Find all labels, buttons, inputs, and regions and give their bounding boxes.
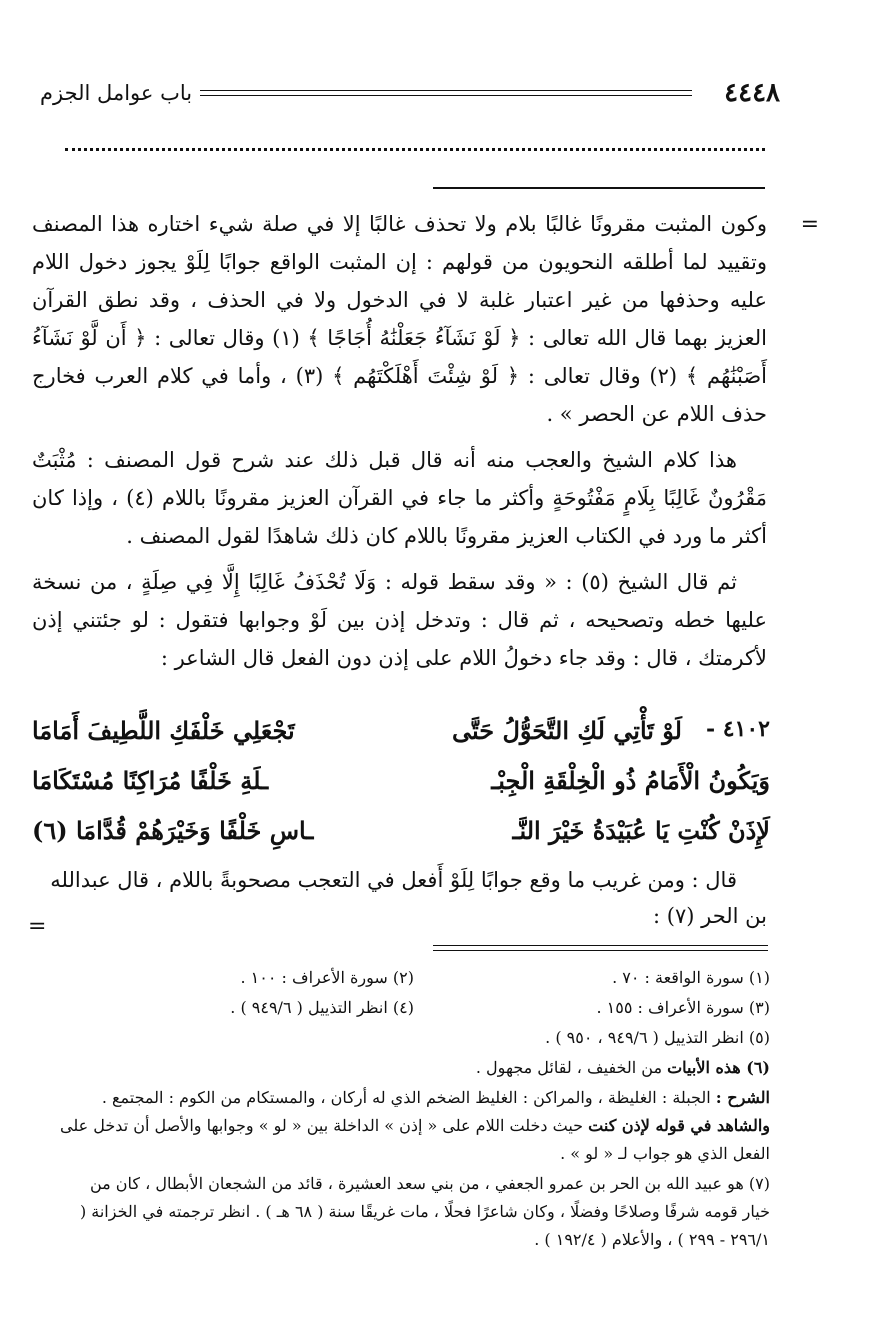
footnote-6-sharh	[58, 1084, 770, 1168]
footnote-6	[58, 1054, 770, 1082]
shahid-label: والشاهد في قوله لإذن كنت	[588, 1116, 770, 1135]
paragraph-2: هذا كلام الشيخ والعجب منه أنه قال قبل ذلك عند شرح قول المصنف : مُثْبَتٌ مَقْرُونٌ غَالِبًا بِلَامٍ مَفْتُوحَةٍ وأكثر ما جاء في القرآن العزيز مقرونًا باللام (٤) ، وإذا كان أكثر ما ورد في الكتاب العزيز مقرونًا باللام كان ذلك شاهدًا لقول المصنف .	[32, 448, 767, 548]
dotted-separator	[65, 148, 765, 151]
verse-line-2	[32, 762, 770, 812]
footnote-row	[58, 994, 770, 1024]
header-double-rule	[200, 90, 692, 96]
continuation-mark-bottom: =	[28, 914, 47, 939]
continuation-rule	[433, 187, 765, 189]
footnote-6-label: (٦) هذه الأبيات	[667, 1058, 770, 1077]
verse-number: ٤١٠٢ -	[705, 716, 770, 742]
verse-line-3	[32, 812, 770, 862]
verse-hemistich-2: ـاسِ خَلْفًا وَخَيْرَهُمْ قُدَّامَا (٦)	[32, 816, 314, 845]
sharh-label: الشرح :	[715, 1088, 770, 1107]
verse-hemistich-2: ـلَةِ خَلْفًا مُرَاكِنًا مُسْتَكَامَا	[32, 766, 269, 795]
footnote-3: (٣) سورة الأعراف : ١٥٥ .	[596, 998, 770, 1017]
footnote-1: (١) سورة الواقعة : ٧٠ .	[612, 968, 770, 987]
footnotes	[58, 964, 770, 1256]
shahid-text: حيث دخلت اللام على « إذن » الداخلة بين « لو » وجوابها والأصل أن تدخل على الفعل الذي هو جواب لـ « لو » .	[60, 1116, 770, 1163]
footnote-4: (٤) انظر التذييل ( ٩٤٩/٦ ) .	[230, 998, 414, 1017]
footnote-6-text: من الخفيف ، لقائل مجهول .	[475, 1058, 663, 1077]
footnote-rule	[433, 945, 768, 951]
paragraph-1: وكون المثبت مقرونًا غالبًا بلام ولا تحذف غالبًا إلا في صلة شيء اختاره هذا المصنف وتقييد لما أطلقه النحويون من قولهم : إن المثبت الواقع جوابًا لِلَوْ يجوز دخول اللام عليه وحذفها من غير اعتبار غلبة لا في الدخول ولا في الحذف ، وقد نطق القرآن العزيز بهما قال الله تعالى : ﴿ لَوْ نَشَآءُ جَعَلْنَٰهُ أُجَاجًا ﴾ (١) وقال تعالى : ﴿ أَن لَّوْ نَشَآءُ أَصَبْنَٰهُم ﴾ (٢) وقال تعالى : ﴿ لَوْ شِئْتَ أَهْلَكْتَهُم ﴾ (٣) ، وأما في كلام العرب فخارج حذف اللام عن الحصر » .	[32, 212, 767, 426]
main-text	[32, 205, 767, 685]
paragraph-3: ثم قال الشيخ (٥) : « وقد سقط قوله : وَلَا تُحْذَفُ غَالِبًا إِلَّا فِي صِلَةٍ ، من نسخة عليها خطه وتصحيحه ، ثم قال : وتدخل إذن بين لَوْ وجوابها فتقول : لو جئتني إذن لأكرمتك ، قال : وقد جاء دخولُ اللام على إذن دون الفعل قال الشاعر :	[32, 570, 767, 670]
footnote-row	[58, 964, 770, 994]
footnote-2: (٢) سورة الأعراف : ١٠٠ .	[240, 968, 414, 987]
page-number: ٤٤٤٨	[724, 78, 780, 108]
page-header	[40, 78, 780, 108]
sharh-text: الجبلة : الغليظة ، والمراكن : الغليظ الضخم الذي له أركان ، والمستكام من الكوم : المجتمع .	[101, 1088, 711, 1107]
verse-line-1	[32, 712, 770, 762]
paragraph-4: قال : ومن غريب ما وقع جوابًا لِلَوْ أَفعل في التعجب مصحوبةً باللام ، قال عبدالله بن الحر (٧) :	[50, 868, 767, 928]
verse-hemistich-1: لَإِذَنْ كُنْتِ يَا عُبَيْدَةُ خَيْرَ النَّـ	[512, 816, 770, 845]
poem-verses	[32, 712, 770, 862]
continuation-mark-top: =	[800, 212, 819, 237]
verse-hemistich-2: تَجْعَلِي خَلْفَكِ اللَّطِيفَ أَمَامَا	[32, 716, 295, 745]
verse-hemistich-1: لَوْ تَأْتِي لَكِ التَّحَوُّلُ حَتَّى	[452, 716, 682, 745]
verse-hemistich-1: وَيَكُونُ الْأَمَامُ ذُو الْخِلْقَةِ الْجِبْـ	[491, 766, 770, 795]
after-verses-text	[32, 862, 767, 934]
footnote-7: (٧) هو عبيد الله بن الحر بن عمرو الجعفي ، من بني سعد العشيرة ، قائد من الشجعان الأبطال ، كان من خيار قومه شرفًا وصلاحًا وفضلًا ، وكان شاعرًا فحلًا ، مات غريقًا سنة ( ٦٨ هـ ) . انظر ترجمته في الخزانة ( ٢٩٦/١ - ٢٩٩ ) ، والأعلام ( ١٩٢/٤ ) .	[79, 1174, 770, 1249]
chapter-title: باب عوامل الجزم	[40, 81, 193, 105]
footnote-5: (٥) انظر التذييل ( ٩٤٩/٦ ، ٩٥٠ ) .	[545, 1028, 770, 1047]
